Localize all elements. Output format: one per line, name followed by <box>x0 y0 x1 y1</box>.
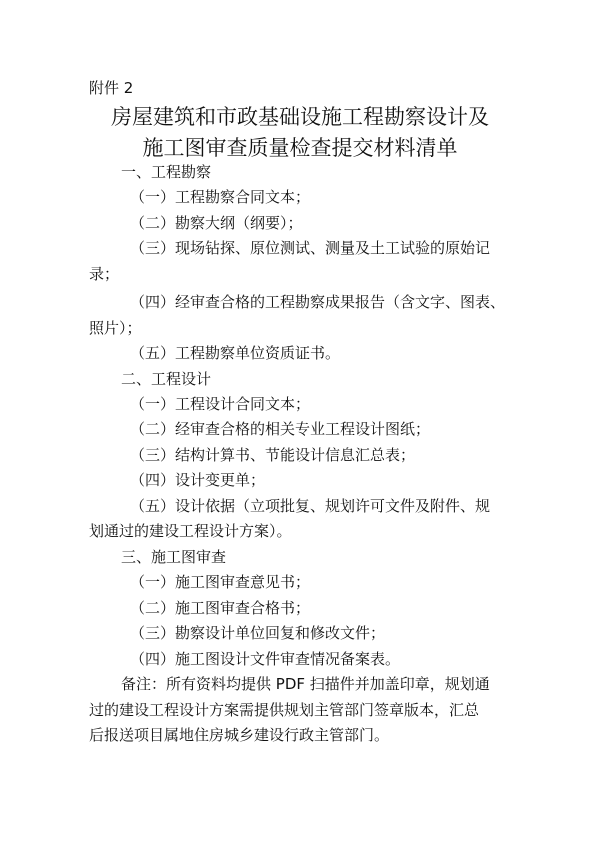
section-heading-survey: 一、工程勘察 <box>121 163 212 181</box>
review-item-1: （一）施工图审查意见书； <box>130 573 311 591</box>
survey-item-2: （二）勘察大纲（纲要）； <box>130 214 303 232</box>
document-title-line-2: 施工图审查质量检查提交材料清单 <box>142 136 458 160</box>
note-line-3: 后报送项目属地住房城乡建设行政主管部门。 <box>89 726 390 744</box>
review-item-4: （四）施工图设计文件审查情况备案表。 <box>130 650 401 668</box>
section-heading-review: 三、施工图审查 <box>121 548 227 566</box>
review-item-2: （二）施工图审查合格书； <box>130 599 311 617</box>
survey-item-3-cont: 录； <box>89 265 120 283</box>
note-line-1: 备注：所有资料均提供 PDF 扫描件并加盖印章，规划通 <box>121 675 490 693</box>
note-line-2: 过的建设工程设计方案需提供规划主管部门签章版本，汇总 <box>89 701 480 719</box>
survey-item-3: （三）现场钻探、原位测试、测量及土工试验的原始记 <box>130 239 491 257</box>
review-item-3: （三）勘察设计单位回复和修改文件； <box>130 624 386 642</box>
design-item-3: （三）结构计算书、节能设计信息汇总表； <box>130 446 416 464</box>
survey-item-4: （四）经审查合格的工程勘察成果报告（含文字、图表、 <box>130 293 506 311</box>
design-item-4: （四）设计变更单； <box>130 471 266 489</box>
section-heading-design: 二、工程设计 <box>121 370 212 388</box>
design-item-5-cont: 划通过的建设工程设计方案）。 <box>89 522 292 540</box>
design-item-1: （一）工程设计合同文本； <box>130 395 311 413</box>
document-title-line-1: 房屋建筑和市政基础设施工程勘察设计及 <box>111 105 489 129</box>
attachment-label: 附件 2 <box>89 79 134 97</box>
survey-item-5: （五）工程勘察单位资质证书。 <box>130 344 341 362</box>
survey-item-1: （一）工程勘察合同文本； <box>130 188 311 206</box>
survey-item-4-cont: 照片）； <box>89 319 142 337</box>
design-item-5: （五）设计依据（立项批复、规划许可文件及附件、规 <box>130 497 491 515</box>
design-item-2: （二）经审查合格的相关专业工程设计图纸； <box>130 420 431 438</box>
